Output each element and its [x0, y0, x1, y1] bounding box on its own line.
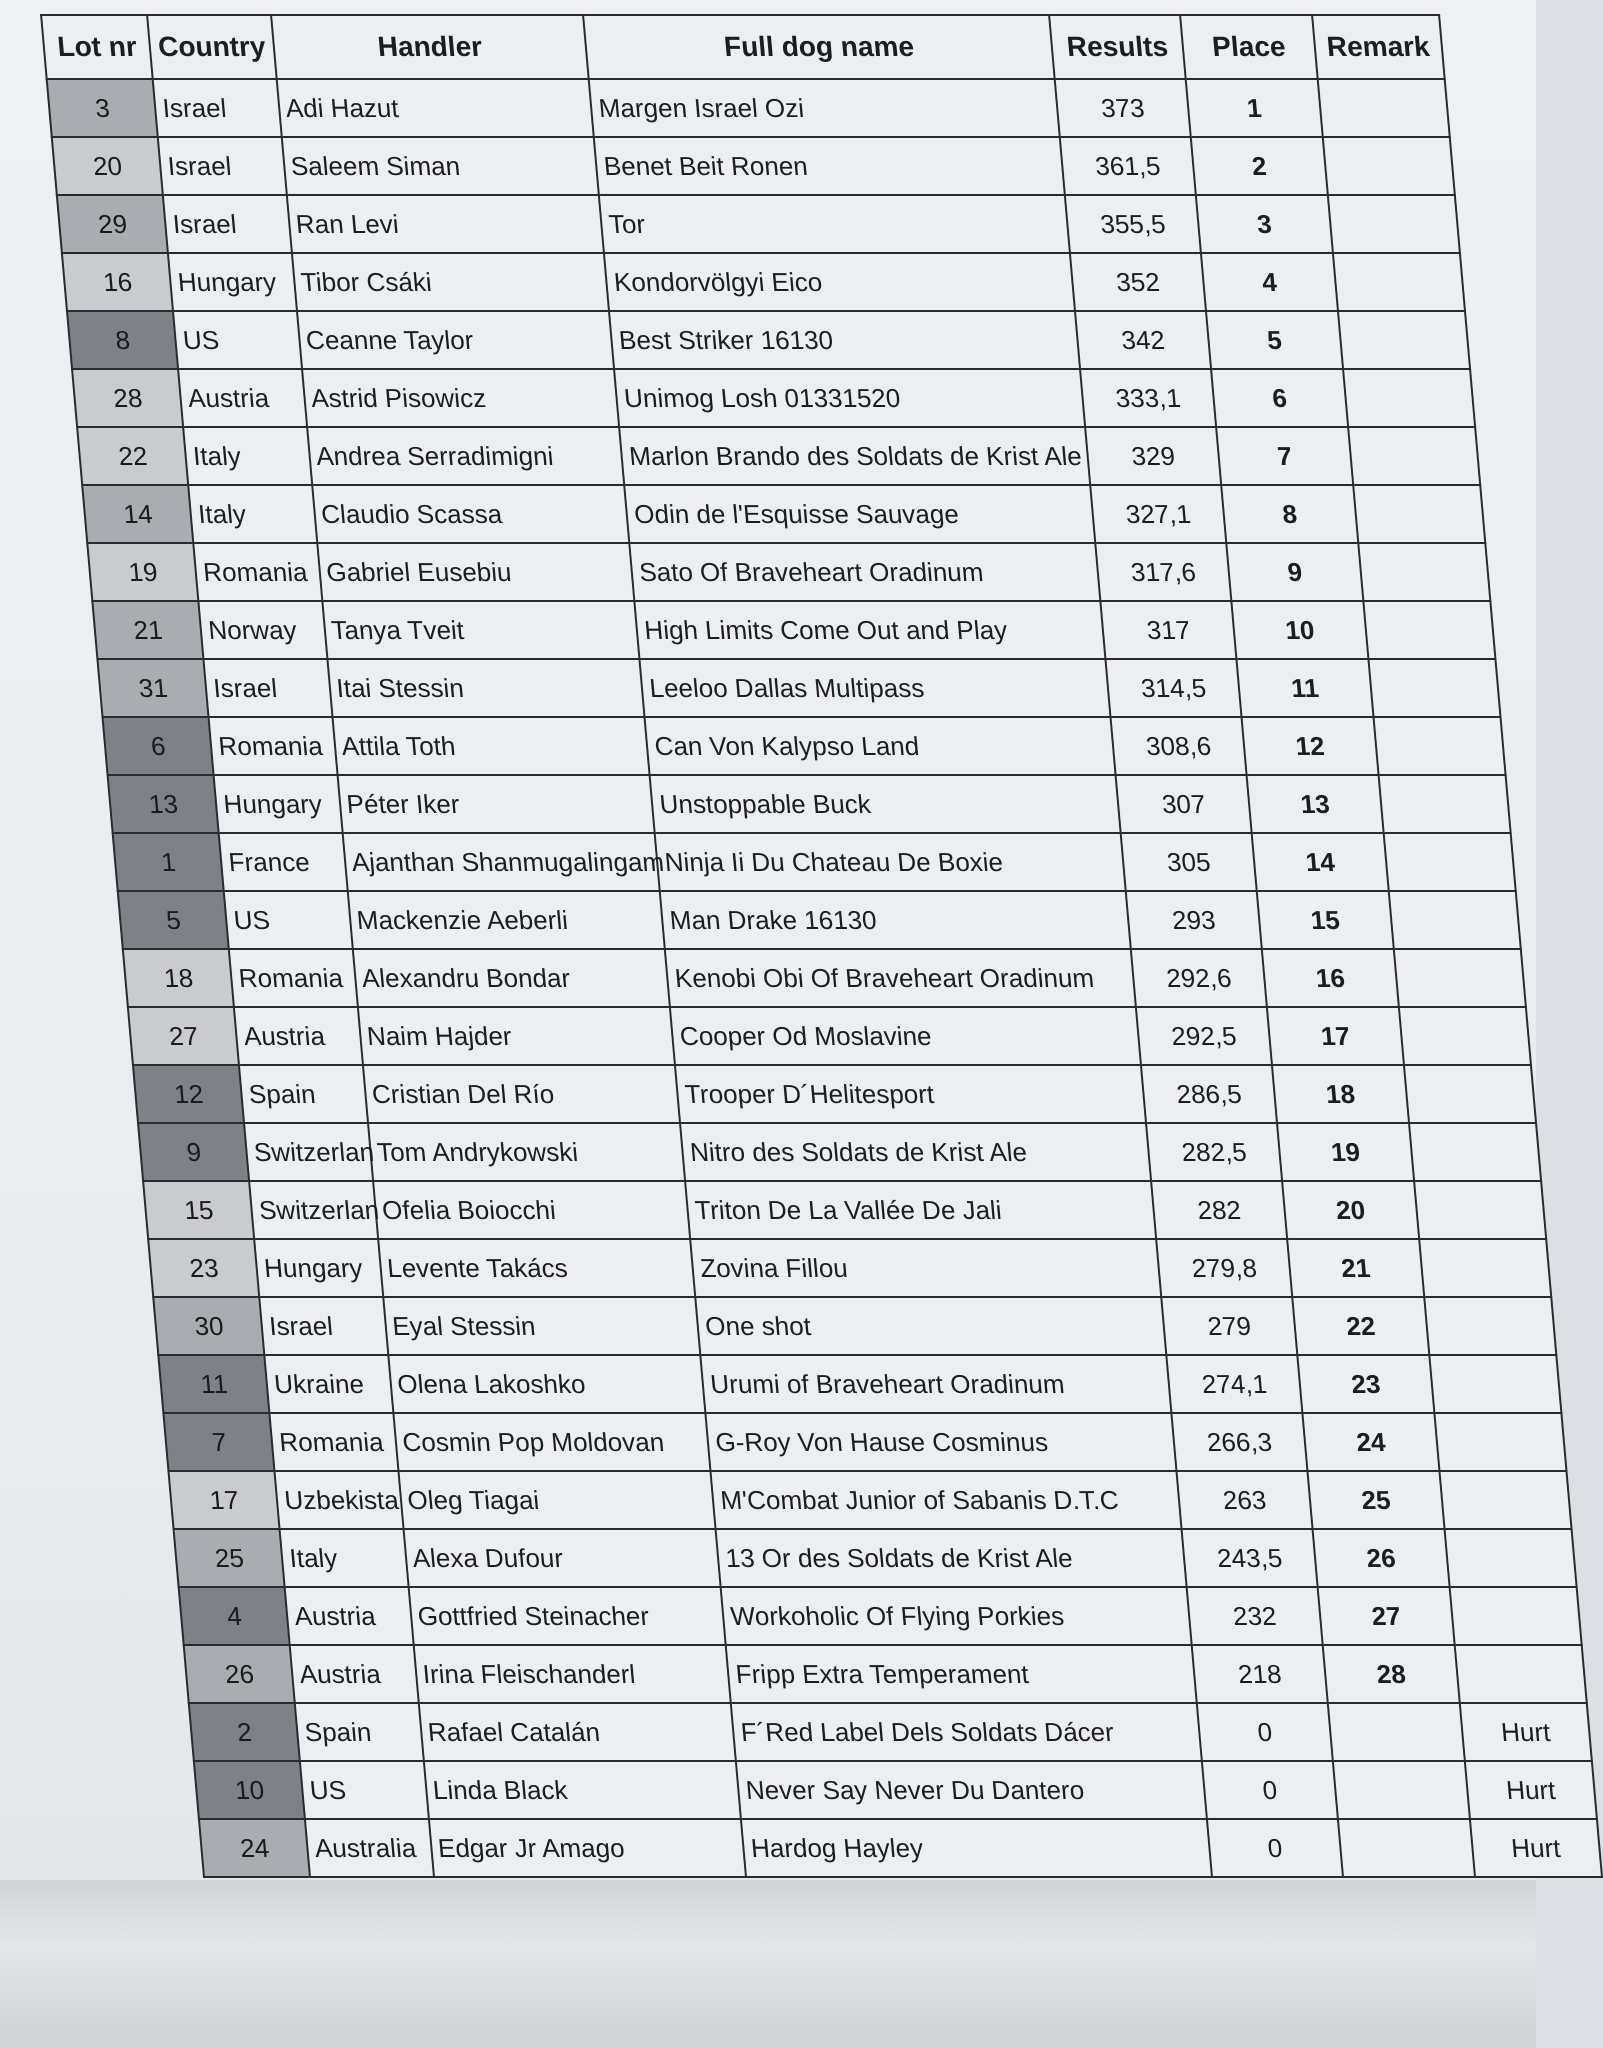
country-cell: Switzerlan — [244, 1123, 372, 1181]
lot-cell: 24 — [199, 1819, 310, 1877]
table-row — [72, 369, 1475, 427]
table-row — [52, 137, 1455, 195]
remark-cell — [1322, 137, 1454, 195]
lot-cell: 10 — [194, 1761, 305, 1819]
table-row — [57, 195, 1460, 253]
result-cell: 373 — [1054, 79, 1191, 137]
dog-name-cell: Hardog Hayley — [741, 1819, 1211, 1877]
dog-name-cell: M'Combat Junior of Sabanis D.T.C — [711, 1471, 1181, 1529]
country-cell: Romania — [209, 717, 337, 775]
country-cell: Norway — [199, 601, 327, 659]
dog-name-cell: Urumi of Braveheart Oradinum — [701, 1355, 1171, 1413]
handler-cell: Adi Hazut — [276, 79, 594, 137]
lot-cell: 31 — [97, 659, 208, 717]
table-row — [143, 1181, 1546, 1239]
remark-cell — [1429, 1355, 1561, 1413]
country-cell: Spain — [295, 1703, 423, 1761]
remark-cell: Hurt — [1465, 1761, 1597, 1819]
place-cell: 17 — [1267, 1007, 1404, 1065]
handler-cell: Tibor Csáki — [291, 253, 609, 311]
lot-cell: 3 — [47, 79, 158, 137]
place-cell: 11 — [1237, 659, 1374, 717]
result-cell: 279,8 — [1156, 1239, 1293, 1297]
handler-cell: Oleg Tiagai — [398, 1471, 716, 1529]
lot-cell: 11 — [158, 1355, 269, 1413]
dog-name-cell: Leeloo Dallas Multipass — [640, 659, 1110, 717]
remark-cell — [1444, 1529, 1576, 1587]
handler-cell: Itai Stessin — [327, 659, 645, 717]
country-cell: US — [300, 1761, 428, 1819]
place-cell: 5 — [1206, 311, 1343, 369]
remark-cell: Hurt — [1470, 1819, 1602, 1877]
result-cell: 305 — [1120, 833, 1257, 891]
result-cell: 243,5 — [1181, 1529, 1318, 1587]
handler-cell: Ceanne Taylor — [296, 311, 614, 369]
place-cell: 22 — [1292, 1297, 1429, 1355]
result-cell: 317 — [1100, 601, 1237, 659]
handler-cell: Levente Takács — [378, 1239, 696, 1297]
result-cell: 0 — [1207, 1819, 1344, 1877]
table-row — [113, 833, 1516, 891]
remark-cell — [1317, 79, 1449, 137]
dog-name-cell: Triton De La Vallée De Jali — [686, 1181, 1156, 1239]
dog-name-cell: Fripp Extra Temperament — [726, 1645, 1196, 1703]
dog-name-cell: Best Striker 16130 — [609, 311, 1079, 369]
country-cell: US — [224, 891, 352, 949]
result-cell: 0 — [1202, 1761, 1339, 1819]
dog-name-cell: Unstoppable Buck — [650, 775, 1120, 833]
header-row — [41, 15, 1445, 79]
table-row — [189, 1703, 1592, 1761]
place-cell: 12 — [1242, 717, 1379, 775]
country-cell: Spain — [239, 1065, 367, 1123]
place-cell: 13 — [1247, 775, 1384, 833]
results-sheet — [40, 14, 1603, 1878]
table-row — [103, 717, 1506, 775]
result-cell: 361,5 — [1060, 137, 1197, 195]
dog-name-cell: Trooper D´Helitesport — [675, 1065, 1145, 1123]
country-cell: Romania — [229, 949, 357, 1007]
remark-cell — [1378, 775, 1510, 833]
handler-cell: Irina Fleischanderl — [413, 1645, 731, 1703]
remark-cell — [1449, 1587, 1581, 1645]
table-row — [174, 1529, 1577, 1587]
place-cell: 6 — [1211, 369, 1348, 427]
lot-cell: 2 — [189, 1703, 300, 1761]
remark-cell — [1328, 195, 1460, 253]
results-body — [47, 79, 1602, 1877]
place-cell: 10 — [1232, 601, 1369, 659]
result-cell: 292,6 — [1131, 949, 1268, 1007]
lot-cell: 29 — [57, 195, 168, 253]
table-row — [108, 775, 1511, 833]
lot-cell: 9 — [138, 1123, 249, 1181]
place-cell: 16 — [1262, 949, 1399, 1007]
result-cell: 352 — [1070, 253, 1207, 311]
result-cell: 282 — [1151, 1181, 1288, 1239]
table-row — [92, 601, 1495, 659]
dog-name-cell: Benet Beit Ronen — [594, 137, 1064, 195]
table-row — [168, 1471, 1571, 1529]
handler-cell: Linda Black — [423, 1761, 741, 1819]
handler-cell: Tom Andrykowski — [368, 1123, 686, 1181]
result-cell: 263 — [1176, 1471, 1313, 1529]
place-cell: 1 — [1186, 79, 1323, 137]
table-row — [163, 1413, 1566, 1471]
result-cell: 266,3 — [1171, 1413, 1308, 1471]
place-cell: 8 — [1221, 485, 1358, 543]
dog-name-cell: 13 Or des Soldats de Krist Ale — [716, 1529, 1186, 1587]
place-cell: 24 — [1303, 1413, 1440, 1471]
result-cell: 279 — [1161, 1297, 1298, 1355]
country-cell: Romania — [194, 543, 322, 601]
remark-cell — [1404, 1065, 1536, 1123]
handler-cell: Claudio Scassa — [312, 485, 630, 543]
country-cell: Austria — [234, 1007, 362, 1065]
table-row — [194, 1761, 1597, 1819]
result-cell: 327,1 — [1090, 485, 1227, 543]
lot-cell: 19 — [87, 543, 198, 601]
remark-cell — [1343, 369, 1475, 427]
dog-name-cell: Marlon Brando des Soldats de Krist Ale — [620, 427, 1090, 485]
place-cell: 20 — [1282, 1181, 1419, 1239]
country-cell: Israel — [153, 79, 281, 137]
handler-cell: Ajanthan Shanmugalingam — [342, 833, 660, 891]
result-cell: 0 — [1197, 1703, 1334, 1761]
country-cell: Australia — [305, 1819, 433, 1877]
place-cell: 14 — [1252, 833, 1389, 891]
country-cell: Ukraine — [265, 1355, 393, 1413]
place-cell: 15 — [1257, 891, 1394, 949]
place-cell: 7 — [1216, 427, 1353, 485]
result-cell: 274,1 — [1166, 1355, 1303, 1413]
remark-cell — [1419, 1239, 1551, 1297]
lot-cell: 21 — [92, 601, 203, 659]
country-cell: Italy — [189, 485, 317, 543]
dog-name-cell: F´Red Label Dels Soldats Dácer — [731, 1703, 1201, 1761]
lot-cell: 5 — [118, 891, 229, 949]
dog-name-cell: Odin de l'Esquisse Sauvage — [625, 485, 1095, 543]
place-cell: 23 — [1298, 1355, 1435, 1413]
table-row — [199, 1819, 1602, 1877]
handler-cell: Gabriel Eusebiu — [317, 543, 635, 601]
table-row — [67, 311, 1470, 369]
remark-cell — [1393, 949, 1525, 1007]
handler-cell: Péter Iker — [337, 775, 655, 833]
handler-cell: Cristian Del Río — [362, 1065, 680, 1123]
place-cell: 19 — [1277, 1123, 1414, 1181]
handler-cell: Ofelia Boiocchi — [373, 1181, 691, 1239]
place-cell: 25 — [1308, 1471, 1445, 1529]
lot-cell: 16 — [62, 253, 173, 311]
table-row — [153, 1297, 1556, 1355]
table-row — [128, 1007, 1531, 1065]
country-cell: Israel — [260, 1297, 388, 1355]
remark-cell — [1348, 427, 1480, 485]
handler-cell: Alexandru Bondar — [352, 949, 670, 1007]
dog-name-cell: Workoholic Of Flying Porkies — [721, 1587, 1191, 1645]
place-cell: 3 — [1196, 195, 1333, 253]
remark-cell: Hurt — [1459, 1703, 1591, 1761]
handler-cell: Attila Toth — [332, 717, 650, 775]
result-cell: 307 — [1115, 775, 1252, 833]
remark-cell — [1333, 253, 1465, 311]
bottom-edge — [0, 1880, 1536, 2048]
remark-cell — [1424, 1297, 1556, 1355]
table-row — [62, 253, 1465, 311]
dog-name-cell: High Limits Come Out and Play — [635, 601, 1105, 659]
place-cell — [1338, 1819, 1475, 1877]
result-cell: 317,6 — [1095, 543, 1232, 601]
remark-cell — [1409, 1123, 1541, 1181]
result-cell: 329 — [1085, 427, 1222, 485]
remark-cell — [1399, 1007, 1531, 1065]
result-cell: 314,5 — [1105, 659, 1242, 717]
country-cell: Hungary — [255, 1239, 383, 1297]
handler-cell: Astrid Pisowicz — [302, 369, 620, 427]
country-cell: Austria — [285, 1587, 413, 1645]
header-remark: Remark — [1312, 15, 1445, 79]
dog-name-cell: Cooper Od Moslavine — [670, 1007, 1140, 1065]
result-cell: 342 — [1075, 311, 1212, 369]
lot-cell: 27 — [128, 1007, 239, 1065]
result-cell: 308,6 — [1110, 717, 1247, 775]
dog-name-cell: Sato Of Braveheart Oradinum — [630, 543, 1100, 601]
dog-name-cell: Kondorvölgyi Eico — [604, 253, 1074, 311]
place-cell: 28 — [1323, 1645, 1460, 1703]
place-cell — [1333, 1761, 1470, 1819]
country-cell: Switzerlan — [250, 1181, 378, 1239]
lot-cell: 26 — [184, 1645, 295, 1703]
result-cell: 232 — [1186, 1587, 1323, 1645]
dog-name-cell: Never Say Never Du Dantero — [736, 1761, 1206, 1819]
result-cell: 333,1 — [1080, 369, 1217, 427]
remark-cell — [1454, 1645, 1586, 1703]
lot-cell: 7 — [163, 1413, 274, 1471]
remark-cell — [1383, 833, 1515, 891]
country-cell: Israel — [204, 659, 332, 717]
lot-cell: 17 — [168, 1471, 279, 1529]
table-row — [158, 1355, 1561, 1413]
dog-name-cell: Ninja Ii Du Chateau De Boxie — [655, 833, 1125, 891]
dog-name-cell: Margen Israel Ozi — [589, 79, 1059, 137]
table-row — [97, 659, 1500, 717]
header-handler: Handler — [271, 15, 590, 79]
country-cell: US — [173, 311, 301, 369]
lot-cell: 15 — [143, 1181, 254, 1239]
place-cell: 9 — [1227, 543, 1364, 601]
dog-name-cell: Tor — [599, 195, 1069, 253]
country-cell: Italy — [280, 1529, 408, 1587]
handler-cell: Naim Hajder — [357, 1007, 675, 1065]
header-place: Place — [1180, 15, 1317, 79]
handler-cell: Edgar Jr Amago — [428, 1819, 746, 1877]
table-row — [82, 485, 1485, 543]
remark-cell — [1358, 543, 1490, 601]
lot-cell: 23 — [148, 1239, 259, 1297]
table-row — [138, 1123, 1541, 1181]
table-row — [133, 1065, 1536, 1123]
handler-cell: Gottfried Steinacher — [408, 1587, 726, 1645]
lot-cell: 14 — [82, 485, 193, 543]
table-row — [184, 1645, 1587, 1703]
table-row — [87, 543, 1490, 601]
place-cell: 26 — [1313, 1529, 1450, 1587]
lot-cell: 13 — [108, 775, 219, 833]
remark-cell — [1388, 891, 1520, 949]
country-cell: Romania — [270, 1413, 398, 1471]
place-cell: 27 — [1318, 1587, 1455, 1645]
lot-cell: 6 — [103, 717, 214, 775]
handler-cell: Cosmin Pop Moldovan — [393, 1413, 711, 1471]
lot-cell: 1 — [113, 833, 224, 891]
handler-cell: Tanya Tveit — [322, 601, 640, 659]
table-row — [77, 427, 1480, 485]
remark-cell — [1414, 1181, 1546, 1239]
place-cell: 21 — [1287, 1239, 1424, 1297]
dog-name-cell: G-Roy Von Hause Cosminus — [706, 1413, 1176, 1471]
country-cell: Hungary — [214, 775, 342, 833]
result-cell: 355,5 — [1065, 195, 1202, 253]
remark-cell — [1439, 1471, 1571, 1529]
remark-cell — [1434, 1413, 1566, 1471]
dog-name-cell: Nitro des Soldats de Krist Ale — [681, 1123, 1151, 1181]
country-cell: Israel — [158, 137, 286, 195]
table-row — [148, 1239, 1551, 1297]
table-row — [179, 1587, 1582, 1645]
lot-cell: 18 — [123, 949, 234, 1007]
dog-name-cell: Zovina Fillou — [691, 1239, 1161, 1297]
country-cell: Uzbekista — [275, 1471, 403, 1529]
lot-cell: 8 — [67, 311, 178, 369]
remark-cell — [1368, 659, 1500, 717]
result-cell: 218 — [1191, 1645, 1328, 1703]
place-cell: 18 — [1272, 1065, 1409, 1123]
results-table — [40, 14, 1603, 1878]
place-cell — [1328, 1703, 1465, 1761]
result-cell: 282,5 — [1146, 1123, 1283, 1181]
lot-cell: 28 — [72, 369, 183, 427]
dog-name-cell: One shot — [696, 1297, 1166, 1355]
country-cell: France — [219, 833, 347, 891]
handler-cell: Andrea Serradimigni — [307, 427, 625, 485]
handler-cell: Alexa Dufour — [403, 1529, 721, 1587]
result-cell: 293 — [1126, 891, 1263, 949]
handler-cell: Mackenzie Aeberli — [347, 891, 665, 949]
dog-name-cell: Can Von Kalypso Land — [645, 717, 1115, 775]
lot-cell: 20 — [52, 137, 163, 195]
handler-cell: Rafael Catalán — [418, 1703, 736, 1761]
dog-name-cell: Man Drake 16130 — [660, 891, 1130, 949]
table-row — [118, 891, 1521, 949]
country-cell: Austria — [178, 369, 306, 427]
handler-cell: Olena Lakoshko — [388, 1355, 706, 1413]
lot-cell: 12 — [133, 1065, 244, 1123]
result-cell: 286,5 — [1141, 1065, 1278, 1123]
remark-cell — [1373, 717, 1505, 775]
lot-cell: 25 — [174, 1529, 285, 1587]
header-results: Results — [1049, 15, 1186, 79]
handler-cell: Saleem Siman — [281, 137, 599, 195]
table-row — [123, 949, 1526, 1007]
table-row — [47, 79, 1450, 137]
dog-name-cell: Kenobi Obi Of Braveheart Oradinum — [665, 949, 1135, 1007]
lot-cell: 22 — [77, 427, 188, 485]
place-cell: 4 — [1201, 253, 1338, 311]
handler-cell: Eyal Stessin — [383, 1297, 701, 1355]
header-dog-name: Full dog name — [584, 15, 1055, 79]
header-country: Country — [147, 15, 276, 79]
country-cell: Israel — [163, 195, 291, 253]
dog-name-cell: Unimog Losh 01331520 — [615, 369, 1085, 427]
handler-cell: Ran Levi — [286, 195, 604, 253]
place-cell: 2 — [1191, 137, 1328, 195]
header-lot: Lot nr — [41, 15, 153, 79]
remark-cell — [1363, 601, 1495, 659]
lot-cell: 30 — [153, 1297, 264, 1355]
country-cell: Austria — [290, 1645, 418, 1703]
result-cell: 292,5 — [1136, 1007, 1273, 1065]
country-cell: Italy — [184, 427, 312, 485]
remark-cell — [1338, 311, 1470, 369]
country-cell: Hungary — [168, 253, 296, 311]
lot-cell: 4 — [179, 1587, 290, 1645]
remark-cell — [1353, 485, 1485, 543]
